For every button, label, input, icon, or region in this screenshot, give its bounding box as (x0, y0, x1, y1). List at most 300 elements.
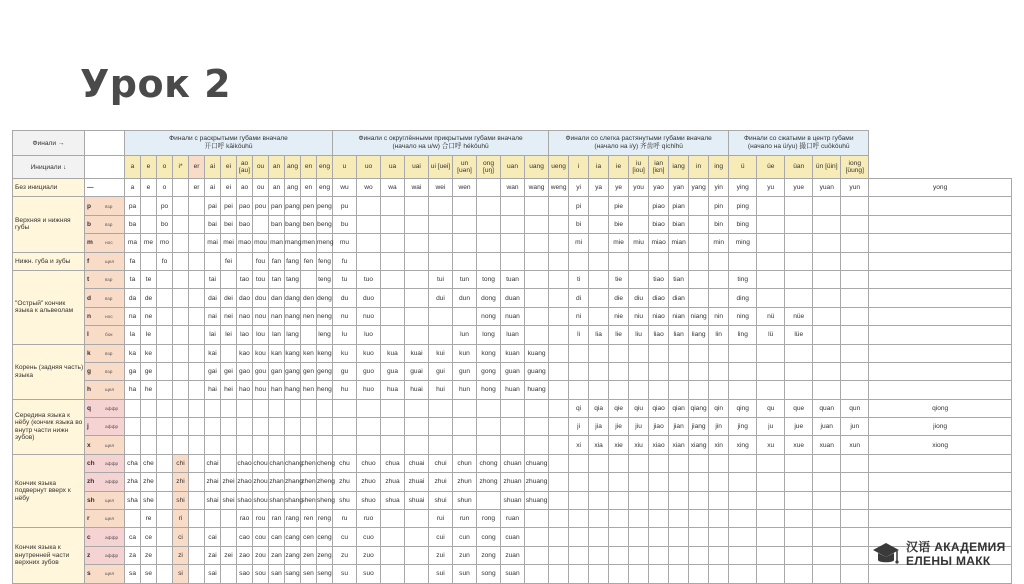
syllable-cell: die (609, 289, 629, 307)
syllable-cell (609, 473, 629, 491)
syllable-cell: cui (429, 528, 453, 546)
syllable-cell (549, 215, 569, 233)
syllable-cell (649, 473, 669, 491)
syllable-cell: luo (357, 326, 381, 344)
syllable-cell: qian (669, 399, 689, 417)
syllable-cell (221, 528, 237, 546)
syllable-cell (629, 381, 649, 399)
syllable-cell: meng (317, 234, 333, 252)
syllable-cell: sai (205, 565, 221, 583)
syllable-cell (669, 546, 689, 564)
final-header: iu [iou] (629, 156, 649, 179)
syllable-cell (609, 454, 629, 472)
syllable-cell: xiao (649, 436, 669, 454)
syllable-cell: nou (253, 307, 269, 325)
syllable-cell: se (141, 565, 157, 583)
syllable-cell (709, 454, 729, 472)
syllable-cell: kuo (357, 344, 381, 362)
syllable-cell (501, 252, 525, 270)
syllable-cell (549, 197, 569, 215)
syllable-cell (869, 215, 1012, 233)
syllable-cell: gang (285, 362, 301, 380)
syllable-cell: fang (285, 252, 301, 270)
syllable-cell: mou (253, 234, 269, 252)
syllable-cell (709, 546, 729, 564)
syllable-cell (629, 546, 649, 564)
initial-kind: взр (105, 278, 113, 284)
syllable-cell: yi (569, 179, 589, 197)
syllable-cell: he (141, 381, 157, 399)
syllable-cell: nuan (501, 307, 525, 325)
syllable-cell (237, 436, 253, 454)
syllable-cell: hang (285, 381, 301, 399)
syllable-cell (841, 307, 869, 325)
syllable-cell: wa (381, 179, 405, 197)
syllable-cell: ren (301, 510, 317, 528)
syllable-cell: ding (729, 289, 757, 307)
final-header: üe (757, 156, 785, 179)
final-header: ou (253, 156, 269, 179)
syllable-cell: zong (477, 546, 501, 564)
syllable-cell (869, 454, 1012, 472)
syllable-cell (629, 528, 649, 546)
syllable-cell (317, 436, 333, 454)
syllable-cell: ruan (501, 510, 525, 528)
syllable-cell (669, 344, 689, 362)
syllable-cell (709, 491, 729, 509)
syllable-cell: mie (609, 234, 629, 252)
syllable-cell (729, 528, 757, 546)
syllable-cell: fu (333, 252, 357, 270)
syllable-cell (813, 215, 841, 233)
syllable-cell: tao (237, 270, 253, 288)
initial-letter: sh (87, 496, 95, 504)
initial-letter: t (87, 276, 90, 284)
syllable-cell (357, 252, 381, 270)
syllable-cell (729, 546, 757, 564)
initial-cell (85, 289, 125, 307)
syllable-cell: cun (453, 528, 477, 546)
syllable-cell (669, 565, 689, 583)
syllable-cell: o (157, 179, 173, 197)
final-header: ao [au] (237, 156, 253, 179)
syllable-cell: shei (221, 491, 237, 509)
syllable-cell (405, 326, 429, 344)
syllable-cell (669, 252, 689, 270)
syllable-cell (429, 215, 453, 233)
syllable-cell (589, 270, 609, 288)
academy-logo (872, 536, 1022, 572)
syllable-cell: chou (253, 454, 269, 472)
syllable-cell: xiang (689, 436, 709, 454)
syllable-cell: an (269, 179, 285, 197)
syllable-cell (757, 234, 785, 252)
syllable-cell (125, 399, 141, 417)
syllable-cell (381, 528, 405, 546)
initial-cell (85, 473, 125, 491)
table-row (13, 215, 1012, 233)
syllable-cell (549, 270, 569, 288)
syllable-cell: ting (729, 270, 757, 288)
syllable-cell: mang (285, 234, 301, 252)
syllable-cell (269, 399, 285, 417)
syllable-cell: tuo (357, 270, 381, 288)
syllable-cell: qun (841, 399, 869, 417)
syllable-cell: ti (569, 270, 589, 288)
initial-letter: q (87, 404, 92, 412)
syllable-cell (841, 326, 869, 344)
syllable-cell: niang (689, 307, 709, 325)
syllable-cell (477, 399, 501, 417)
syllable-cell: tui (429, 270, 453, 288)
syllable-cell (157, 270, 173, 288)
final-class-title: Финали с округлёнными прикрытыми губами вначале (358, 135, 523, 142)
final-header: un [uən] (453, 156, 477, 179)
pinyin-table (12, 130, 1012, 584)
syllable-cell (757, 381, 785, 399)
corner-empty (85, 156, 125, 179)
syllable-cell: ming (729, 234, 757, 252)
syllable-cell (157, 528, 173, 546)
syllable-cell (869, 491, 1012, 509)
syllable-cell: yue (785, 179, 813, 197)
syllable-cell: gu (333, 362, 357, 380)
initial-kind: нос (105, 314, 113, 320)
syllable-cell (301, 326, 317, 344)
final-header: an (269, 156, 285, 179)
syllable-cell (221, 454, 237, 472)
syllable-cell: eng (317, 179, 333, 197)
syllable-cell (221, 270, 237, 288)
syllable-cell (357, 197, 381, 215)
initial-cell (85, 491, 125, 509)
syllable-cell (205, 252, 221, 270)
syllable-cell (501, 436, 525, 454)
syllable-cell (381, 510, 405, 528)
syllable-cell: hai (205, 381, 221, 399)
syllable-cell (381, 307, 405, 325)
syllable-cell: dian (669, 289, 689, 307)
syllable-cell: huan (501, 381, 525, 399)
final-header: er (189, 156, 205, 179)
final-header: iang (669, 156, 689, 179)
syllable-cell: li (569, 326, 589, 344)
syllable-cell: ning (729, 307, 757, 325)
initial-cell (85, 215, 125, 233)
final-header: ui [uei] (429, 156, 453, 179)
group-label: Нижн. губа и зубы (13, 252, 85, 270)
table-row (13, 418, 1012, 436)
syllable-cell: dai (205, 289, 221, 307)
syllable-cell (453, 197, 477, 215)
syllable-cell: en (301, 179, 317, 197)
syllable-cell: shuang (525, 491, 549, 509)
syllable-cell (869, 197, 1012, 215)
syllable-cell: jing (729, 418, 757, 436)
syllable-cell: ai (205, 179, 221, 197)
syllable-cell (841, 546, 869, 564)
syllable-cell: qiang (689, 399, 709, 417)
syllable-cell (569, 528, 589, 546)
syllable-cell (453, 215, 477, 233)
initial-kind: аффр (105, 406, 119, 412)
syllable-cell (757, 546, 785, 564)
syllable-cell: ga (125, 362, 141, 380)
syllable-cell: liu (629, 326, 649, 344)
syllable-cell (649, 510, 669, 528)
syllable-cell: wo (357, 179, 381, 197)
table-row (13, 381, 1012, 399)
syllable-cell (549, 289, 569, 307)
syllable-cell: mao (237, 234, 253, 252)
syllable-cell: cuo (357, 528, 381, 546)
syllable-cell: pin (709, 197, 729, 215)
syllable-cell (757, 491, 785, 509)
initial-cell (85, 565, 125, 583)
syllable-cell (141, 197, 157, 215)
final-class-header (549, 131, 729, 156)
syllable-cell: zuan (501, 546, 525, 564)
syllable-cell (157, 381, 173, 399)
syllable-cell (649, 491, 669, 509)
syllable-cell: feng (317, 252, 333, 270)
syllable-cell (757, 252, 785, 270)
syllable-cell: qing (729, 399, 757, 417)
syllable-cell (813, 362, 841, 380)
syllable-cell (405, 399, 429, 417)
syllable-cell (609, 344, 629, 362)
initial-letter: c (87, 533, 91, 541)
syllable-cell (317, 399, 333, 417)
group-label: Середина языка к нёбу (кончик языка во внутр части нижн зубов) (13, 399, 85, 454)
syllable-cell (429, 399, 453, 417)
syllable-cell: chen (301, 454, 317, 472)
syllable-cell (689, 215, 709, 233)
syllable-cell: nang (285, 307, 301, 325)
syllable-cell (609, 381, 629, 399)
final-class-title: Финали со сжатыми в центр губами (744, 135, 854, 142)
syllable-cell: gei (221, 362, 237, 380)
syllable-cell: fen (301, 252, 317, 270)
syllable-cell (869, 270, 1012, 288)
corner-initials-label: Инициали ↓ (13, 156, 85, 179)
final-header: i* (173, 156, 189, 179)
initial-cell (85, 234, 125, 252)
syllable-cell: sheng (317, 491, 333, 509)
syllable-cell: ling (729, 326, 757, 344)
syllable-cell: zhui (429, 473, 453, 491)
syllable-cell (629, 197, 649, 215)
syllable-cell: long (477, 326, 501, 344)
syllable-cell: biao (649, 215, 669, 233)
syllable-cell (813, 289, 841, 307)
syllable-cell (629, 362, 649, 380)
table-row (13, 289, 1012, 307)
initial-cell (85, 270, 125, 288)
graduation-cap-icon (872, 540, 900, 568)
syllable-cell (269, 436, 285, 454)
syllable-cell (381, 270, 405, 288)
table-row (13, 307, 1012, 325)
syllable-cell: ha (125, 381, 141, 399)
table-row (13, 344, 1012, 362)
syllable-cell: she (141, 491, 157, 509)
syllable-cell: dao (237, 289, 253, 307)
syllable-cell (589, 565, 609, 583)
final-header: ei (221, 156, 237, 179)
syllable-cell: ni (569, 307, 589, 325)
syllable-cell (173, 418, 189, 436)
syllable-cell (589, 546, 609, 564)
syllable-cell (549, 381, 569, 399)
syllable-cell: hao (237, 381, 253, 399)
syllable-cell: chuang (525, 454, 549, 472)
syllable-cell: shan (269, 491, 285, 509)
syllable-cell (405, 270, 429, 288)
syllable-cell: zei (221, 546, 237, 564)
syllable-cell (757, 528, 785, 546)
syllable-cell (453, 307, 477, 325)
syllable-cell: lao (237, 326, 253, 344)
syllable-cell: bang (285, 215, 301, 233)
syllable-cell: kuan (501, 344, 525, 362)
table-row (13, 399, 1012, 417)
syllable-cell (689, 528, 709, 546)
final-class-subtitle: 开口呼 kāikǒuhū (204, 143, 253, 150)
syllable-cell (525, 326, 549, 344)
final-header: iong [üung] (841, 156, 869, 179)
syllable-cell (477, 418, 501, 436)
table-row (13, 565, 1012, 583)
syllable-cell: jie (609, 418, 629, 436)
initial-kind: аффр (105, 554, 119, 559)
syllable-cell (157, 399, 173, 417)
syllable-cell: yong (869, 179, 1012, 197)
syllable-cell (689, 454, 709, 472)
syllable-cell: geng (317, 362, 333, 380)
syllable-cell: xiong (869, 436, 1012, 454)
final-header: u (333, 156, 357, 179)
syllable-cell: jian (669, 418, 689, 436)
final-class-header (125, 131, 333, 156)
syllable-cell: deng (317, 289, 333, 307)
syllable-cell (205, 436, 221, 454)
syllable-cell: bai (205, 215, 221, 233)
syllable-cell (729, 473, 757, 491)
syllable-cell: fou (253, 252, 269, 270)
initial-cell (85, 399, 125, 417)
syllable-cell (381, 436, 405, 454)
syllable-cell (173, 436, 189, 454)
syllable-cell (609, 546, 629, 564)
final-header: ün [üin] (813, 156, 841, 179)
syllable-cell: la (125, 326, 141, 344)
syllable-cell (501, 418, 525, 436)
syllable-cell: er (189, 179, 205, 197)
syllable-cell (689, 510, 709, 528)
syllable-cell: chan (269, 454, 285, 472)
syllable-cell (841, 252, 869, 270)
initial-kind: щел (105, 572, 115, 578)
syllable-cell: kui (429, 344, 453, 362)
syllable-cell (757, 565, 785, 583)
syllable-cell: ge (141, 362, 157, 380)
syllable-cell: sun (453, 565, 477, 583)
syllable-cell: shu (333, 491, 357, 509)
syllable-cell (569, 344, 589, 362)
syllable-cell (569, 546, 589, 564)
syllable-cell: cha (125, 454, 141, 472)
header-class-row (13, 131, 1012, 156)
initial-kind: аффр (105, 480, 119, 486)
final-header: üan (785, 156, 813, 179)
syllable-cell (269, 418, 285, 436)
syllable-cell (649, 546, 669, 564)
syllable-cell (525, 418, 549, 436)
syllable-cell (629, 565, 649, 583)
syllable-cell: mi (569, 234, 589, 252)
final-header: eng (317, 156, 333, 179)
syllable-cell: shai (205, 491, 221, 509)
syllable-cell: ku (333, 344, 357, 362)
syllable-cell: rong (477, 510, 501, 528)
syllable-cell: ying (729, 179, 757, 197)
syllable-cell: shen (301, 491, 317, 509)
syllable-cell: gui (429, 362, 453, 380)
syllable-cell (157, 326, 173, 344)
syllable-cell: lai (205, 326, 221, 344)
syllable-cell: tai (205, 270, 221, 288)
syllable-cell: zou (253, 546, 269, 564)
initial-kind: щел (105, 443, 115, 449)
initial-cell (85, 510, 125, 528)
syllable-cell: lia (589, 326, 609, 344)
syllable-cell (253, 418, 269, 436)
syllable-cell (301, 399, 317, 417)
syllable-cell (549, 307, 569, 325)
syllable-cell: zhuo (357, 473, 381, 491)
syllable-cell (589, 344, 609, 362)
syllable-cell: chun (453, 454, 477, 472)
initial-letter: h (87, 386, 92, 394)
syllable-cell: jiao (649, 418, 669, 436)
syllable-cell: wei (429, 179, 453, 197)
syllable-cell: tang (285, 270, 301, 288)
syllable-cell: fei (221, 252, 237, 270)
syllable-cell: piao (649, 197, 669, 215)
syllable-cell (405, 234, 429, 252)
syllable-cell: ru (333, 510, 357, 528)
syllable-cell: lang (285, 326, 301, 344)
syllable-cell: zhong (477, 473, 501, 491)
syllable-cell (813, 454, 841, 472)
syllable-cell (689, 344, 709, 362)
syllable-cell: huang (525, 381, 549, 399)
syllable-cell: suan (501, 565, 525, 583)
syllable-cell (609, 565, 629, 583)
syllable-cell (501, 399, 525, 417)
syllable-cell: rui (429, 510, 453, 528)
syllable-cell: zhang (285, 473, 301, 491)
syllable-cell (589, 454, 609, 472)
syllable-cell: que (785, 399, 813, 417)
syllable-cell (157, 344, 173, 362)
syllable-cell (285, 418, 301, 436)
syllable-cell: jiong (869, 418, 1012, 436)
group-label: Корень (задняя часть) языка (13, 344, 85, 399)
syllable-cell (501, 197, 525, 215)
syllable-cell (549, 565, 569, 583)
